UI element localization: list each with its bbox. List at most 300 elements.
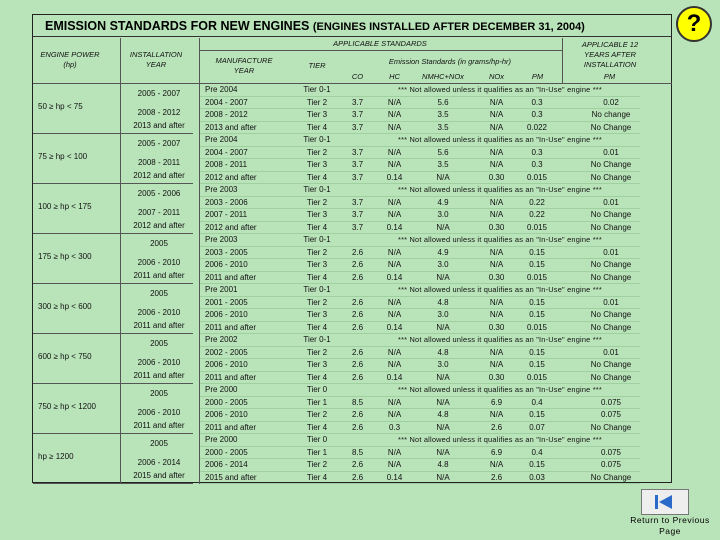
tier-label: Tier 1 (306, 447, 328, 457)
hc-value: N/A (387, 447, 402, 457)
manufacture-year: 2004 - 2007 (205, 97, 248, 107)
co-value: 2.6 (351, 472, 364, 482)
nox-value: 0.30 (488, 372, 505, 382)
row-divider (200, 121, 640, 122)
pm-value: 0.15 (529, 297, 545, 307)
row-divider (200, 133, 640, 134)
installation-year: 2011 and after (133, 421, 185, 430)
engine-power-label: 300 ≥ hp < 600 (38, 302, 92, 311)
nmhc-nox-value: 3.5 (437, 110, 449, 119)
nmhc-nox-value: N/A (436, 372, 450, 382)
nox-value: N/A (489, 260, 504, 269)
nmhc-nox-value: N/A (436, 322, 450, 332)
manufacture-year: Pre 2000 (205, 435, 238, 444)
manufacture-year: 2012 and after (205, 222, 257, 232)
not-allowed-note: *** Not allowed unless it qualifies as an "In-Use" engine *** (398, 385, 602, 394)
hc-value: 0.14 (386, 222, 403, 232)
pm-12yr-value: 0.075 (600, 397, 622, 407)
nmhc-nox-value: 5.6 (437, 97, 449, 107)
hc-value: 0.14 (386, 372, 403, 382)
manufacture-year: 2006 - 2010 (205, 360, 248, 369)
tier-label: Tier 2 (306, 460, 328, 469)
group-divider (33, 383, 193, 384)
tier-label: Tier 4 (306, 322, 328, 332)
hc-value: 0.3 (388, 422, 401, 432)
nmhc-nox-value: 4.9 (437, 247, 449, 257)
pm-12yr-value: No change (591, 110, 631, 119)
header-engine-power: ENGINE POWER (hp) (40, 50, 100, 69)
tier-label: Tier 0 (306, 435, 328, 444)
co-value: 3.7 (351, 160, 364, 169)
tier-label: Tier 0-1 (303, 235, 331, 244)
tier-label: Tier 2 (306, 247, 328, 257)
installation-year: 2005 - 2006 (137, 189, 181, 198)
hc-value: 0.14 (386, 172, 403, 182)
pm-value: 0.015 (526, 372, 548, 382)
installation-year: 2005 - 2007 (137, 139, 181, 148)
hc-value: N/A (387, 122, 402, 132)
co-value: 8.5 (351, 447, 364, 457)
title-subtitle: (ENGINES INSTALLED AFTER DECEMBER 31, 2004) (312, 21, 585, 33)
row-divider (200, 96, 640, 97)
installation-year: 2013 and after (133, 121, 185, 130)
tier-label: Tier 2 (306, 147, 328, 157)
nox-value: N/A (489, 247, 504, 257)
hc-value: N/A (387, 410, 402, 419)
engine-power-label: 75 ≥ hp < 100 (38, 152, 88, 161)
manufacture-year: 2000 - 2005 (205, 447, 248, 457)
co-value: 8.5 (351, 397, 364, 407)
pm-12yr-value: No Change (590, 422, 632, 432)
manufacture-year: Pre 2004 (205, 135, 238, 144)
co-value: 2.6 (351, 260, 364, 269)
nox-value: N/A (489, 110, 504, 119)
nmhc-nox-value: N/A (436, 172, 450, 182)
pm-value: 0.015 (526, 322, 548, 332)
installation-year: 2005 (150, 239, 168, 248)
hc-value: 0.14 (386, 322, 403, 332)
row-divider (200, 483, 640, 484)
header-pm-12yr: PM (603, 72, 616, 81)
tier-label: Tier 0-1 (303, 185, 331, 194)
manufacture-year: 2006 - 2010 (205, 410, 248, 419)
pm-12yr-value: No Change (590, 272, 632, 282)
row-divider (200, 296, 640, 297)
pm-value: 0.3 (531, 160, 543, 169)
hc-value: N/A (387, 360, 402, 369)
row-divider (200, 233, 640, 234)
row-divider (200, 408, 640, 409)
engine-power-label: 100 ≥ hp < 175 (38, 202, 92, 211)
row-divider (200, 183, 640, 184)
nmhc-nox-value: N/A (436, 397, 450, 407)
return-link[interactable]: Return to Previous Page (630, 515, 710, 536)
manufacture-year: 2006 - 2010 (205, 260, 248, 269)
header-tier: TIER (308, 61, 326, 70)
nox-value: N/A (489, 147, 504, 157)
help-button[interactable]: ? (676, 6, 712, 42)
pm-12yr-value: 0.075 (600, 447, 622, 457)
manufacture-year: 2000 - 2005 (205, 397, 248, 407)
hc-value: 0.14 (386, 472, 403, 482)
row-divider (200, 383, 640, 384)
header-applicable-12-years: APPLICABLE 12 YEARS AFTER INSTALLATION (581, 40, 639, 69)
nmhc-nox-value: 3.5 (437, 160, 449, 169)
tier-label: Tier 3 (306, 260, 328, 269)
hc-value: N/A (387, 397, 402, 407)
hc-value: N/A (387, 347, 402, 357)
nox-value: N/A (489, 197, 504, 207)
nox-value: 6.9 (490, 397, 503, 407)
pm-12yr-value: 0.02 (603, 97, 619, 107)
nox-value: N/A (489, 310, 504, 319)
manufacture-year: Pre 2003 (205, 185, 238, 194)
row-divider (200, 221, 640, 222)
row-divider (200, 396, 640, 397)
installation-year: 2006 - 2014 (137, 458, 181, 467)
manufacture-year: 2012 and after (205, 172, 257, 182)
co-value: 2.6 (351, 272, 364, 282)
pm-12yr-value: No Change (590, 372, 632, 382)
hc-value: N/A (387, 460, 402, 469)
not-allowed-note: *** Not allowed unless it qualifies as an "In-Use" engine *** (398, 85, 602, 94)
manufacture-year: 2011 and after (205, 422, 257, 432)
tier-label: Tier 0 (306, 385, 328, 394)
not-allowed-note: *** Not allowed unless it qualifies as an "In-Use" engine *** (398, 185, 602, 194)
pm-value: 0.15 (529, 347, 545, 357)
nox-value: 6.9 (490, 447, 503, 457)
co-value: 2.6 (351, 372, 364, 382)
installation-year: 2011 and after (133, 321, 185, 330)
pm-12yr-value: No Change (590, 360, 632, 369)
header-hc: HC (389, 72, 400, 81)
manufacture-year: 2011 and after (205, 372, 257, 382)
nmhc-nox-value: 4.8 (437, 297, 449, 307)
manufacture-year: Pre 2003 (205, 235, 238, 244)
not-allowed-note: *** Not allowed unless it qualifies as an "In-Use" engine *** (398, 235, 602, 244)
tier-label: Tier 4 (306, 422, 328, 432)
row-divider (200, 171, 640, 172)
header-emission-standards: Emission Standards (in grams/hp-hr) (388, 57, 512, 66)
row-divider (200, 258, 640, 259)
manufacture-year: 2003 - 2006 (205, 197, 248, 207)
group-divider (33, 183, 193, 184)
tier-label: Tier 4 (306, 272, 328, 282)
installation-year: 2005 (150, 439, 168, 448)
nox-value: N/A (489, 122, 504, 132)
nmhc-nox-value: 4.8 (437, 347, 449, 357)
hc-value: N/A (387, 310, 402, 319)
engine-power-label: 750 ≥ hp < 1200 (38, 402, 96, 411)
installation-year: 2011 and after (133, 371, 185, 380)
hc-value: N/A (387, 160, 402, 169)
pm-value: 0.15 (529, 360, 545, 369)
group-divider (33, 133, 193, 134)
tier-label: Tier 0-1 (303, 85, 331, 94)
hc-value: N/A (387, 147, 402, 157)
nmhc-nox-value: 4.8 (437, 460, 449, 469)
installation-year: 2006 - 2010 (137, 308, 181, 317)
nox-value: 0.30 (488, 222, 505, 232)
co-value: 2.6 (351, 310, 364, 319)
manufacture-year: 2011 and after (205, 272, 257, 282)
row-divider (200, 283, 640, 284)
pm-value: 0.22 (529, 210, 545, 219)
pm-12yr-value: No Change (590, 222, 632, 232)
co-value: 2.6 (351, 360, 364, 369)
pm-12yr-value: No Change (590, 160, 632, 169)
installation-year: 2007 - 2011 (137, 208, 181, 217)
pm-value: 0.3 (531, 97, 543, 107)
nox-value: 0.30 (488, 322, 505, 332)
pm-value: 0.15 (529, 460, 545, 469)
pm-12yr-value: No Change (590, 310, 632, 319)
nmhc-nox-value: 3.0 (437, 260, 449, 269)
group-divider (33, 333, 193, 334)
engine-power-label: 50 ≥ hp < 75 (38, 102, 83, 111)
nox-value: N/A (489, 97, 504, 107)
pm-value: 0.4 (531, 447, 543, 457)
tier-label: Tier 3 (306, 110, 328, 119)
row-divider (200, 333, 640, 334)
not-allowed-note: *** Not allowed unless it qualifies as an "In-Use" engine *** (398, 285, 602, 294)
tier-label: Tier 1 (306, 397, 328, 407)
header-co: CO (351, 72, 364, 81)
pm-12yr-value: No Change (590, 172, 632, 182)
pm-12yr-value: 0.075 (600, 460, 622, 469)
tier-label: Tier 4 (306, 472, 328, 482)
header-divider (199, 50, 562, 51)
manufacture-year: Pre 2002 (205, 335, 238, 344)
pm-value: 0.4 (531, 397, 543, 407)
manufacture-year: 2011 and after (205, 322, 257, 332)
header-installation-year: INSTALLATION YEAR (129, 50, 183, 69)
column-divider (120, 38, 121, 484)
tier-label: Tier 2 (306, 97, 328, 107)
pm-12yr-value: 0.075 (600, 410, 622, 419)
tier-label: Tier 2 (306, 347, 328, 357)
column-divider (199, 38, 200, 484)
manufacture-year: Pre 2001 (205, 285, 238, 294)
installation-year: 2006 - 2010 (137, 258, 181, 267)
manufacture-year: 2003 - 2005 (205, 247, 248, 257)
tier-label: Tier 2 (306, 410, 328, 419)
pm-value: 0.15 (529, 410, 545, 419)
pm-value: 0.22 (529, 197, 545, 207)
row-divider (200, 371, 640, 372)
co-value: 3.7 (351, 110, 364, 119)
pm-value: 0.03 (529, 472, 545, 482)
co-value: 2.6 (351, 422, 364, 432)
pm-12yr-value: 0.01 (603, 247, 619, 257)
pm-12yr-value: No Change (590, 322, 632, 332)
pm-value: 0.015 (526, 222, 548, 232)
installation-year: 2005 (150, 289, 168, 298)
pm-12yr-value: 0.01 (603, 197, 619, 207)
group-divider (33, 283, 193, 284)
row-divider (200, 446, 640, 447)
nox-value: 0.30 (488, 172, 505, 182)
header-nox: NOx (489, 72, 504, 81)
co-value: 3.7 (351, 210, 364, 219)
manufacture-year: 2008 - 2011 (205, 160, 248, 169)
not-allowed-note: *** Not allowed unless it qualifies as an "In-Use" engine *** (398, 435, 602, 444)
nox-value: 2.6 (490, 422, 503, 432)
title-main: EMISSION STANDARDS FOR NEW ENGINES (45, 19, 310, 33)
nox-value: N/A (489, 360, 504, 369)
manufacture-year: 2001 - 2005 (205, 297, 248, 307)
pm-12yr-value: 0.01 (603, 147, 619, 157)
installation-year: 2008 - 2011 (137, 158, 181, 167)
hc-value: N/A (387, 197, 402, 207)
not-allowed-note: *** Not allowed unless it qualifies as an "In-Use" engine *** (398, 335, 602, 344)
engine-power-label: 600 ≥ hp < 750 (38, 352, 92, 361)
tier-label: Tier 4 (306, 222, 328, 232)
header-pm: PM (531, 72, 544, 81)
tier-label: Tier 2 (306, 197, 328, 207)
group-divider (33, 483, 193, 484)
tier-label: Tier 3 (306, 210, 328, 219)
row-divider (200, 421, 640, 422)
group-divider (33, 433, 193, 434)
nmhc-nox-value: N/A (436, 272, 450, 282)
engine-power-label: 175 ≥ hp < 300 (38, 252, 92, 261)
pm-value: 0.015 (526, 172, 548, 182)
row-divider (200, 471, 640, 472)
installation-year: 2005 (150, 339, 168, 348)
hc-value: N/A (387, 247, 402, 257)
nmhc-nox-value: N/A (436, 422, 450, 432)
row-divider (200, 146, 640, 147)
page-title (33, 15, 671, 37)
manufacture-year: 2004 - 2007 (205, 147, 248, 157)
co-value: 3.7 (351, 97, 364, 107)
tier-label: Tier 0-1 (303, 335, 331, 344)
installation-year: 2006 - 2010 (137, 408, 181, 417)
manufacture-year: 2007 - 2011 (205, 210, 248, 219)
tier-label: Tier 4 (306, 122, 328, 132)
manufacture-year: 2013 and after (205, 122, 257, 132)
installation-year: 2005 (150, 389, 168, 398)
installation-year: 2012 and after (133, 171, 185, 180)
pm-value: 0.15 (529, 310, 545, 319)
hc-value: N/A (387, 97, 402, 107)
co-value: 2.6 (351, 347, 364, 357)
tier-label: Tier 3 (306, 160, 328, 169)
co-value: 2.6 (351, 297, 364, 307)
tier-label: Tier 2 (306, 297, 328, 307)
manufacture-year: 2015 and after (205, 472, 257, 482)
row-divider (200, 246, 640, 247)
header-manufacture-year: MANUFACTURE YEAR (215, 56, 273, 75)
nox-value: 0.30 (488, 272, 505, 282)
pm-12yr-value: 0.01 (603, 347, 619, 357)
row-divider (200, 196, 640, 197)
co-value: 3.7 (351, 147, 364, 157)
nox-value: N/A (489, 347, 504, 357)
pm-12yr-value: 0.01 (603, 297, 619, 307)
row-divider (200, 108, 640, 109)
row-divider (200, 433, 640, 434)
manufacture-year: 2006 - 2014 (205, 460, 248, 469)
nox-value: N/A (489, 297, 504, 307)
tier-label: Tier 3 (306, 360, 328, 369)
row-divider (200, 346, 640, 347)
co-value: 2.6 (351, 410, 364, 419)
pm-value: 0.015 (526, 272, 548, 282)
header-bottom-line (33, 83, 672, 84)
co-value: 3.7 (351, 222, 364, 232)
nmhc-nox-value: 4.8 (437, 410, 449, 419)
nox-value: N/A (489, 460, 504, 469)
row-divider (200, 321, 640, 322)
nmhc-nox-value: 3.5 (437, 122, 449, 132)
co-value: 3.7 (351, 122, 364, 132)
row-divider (200, 158, 640, 159)
nmhc-nox-value: 3.0 (437, 210, 449, 219)
engine-power-label: hp ≥ 1200 (38, 452, 74, 461)
installation-year: 2012 and after (133, 221, 185, 230)
column-divider (562, 38, 563, 83)
nox-value: N/A (489, 410, 504, 419)
hc-value: N/A (387, 210, 402, 219)
skip-back-icon (642, 490, 688, 514)
pm-12yr-value: No Change (590, 472, 632, 482)
hc-value: N/A (387, 297, 402, 307)
nmhc-nox-value: 3.0 (437, 360, 449, 369)
pm-value: 0.15 (529, 260, 545, 269)
manufacture-year: 2002 - 2005 (205, 347, 248, 357)
installation-year: 2008 - 2012 (137, 108, 181, 117)
pm-value: 0.3 (531, 147, 543, 157)
not-allowed-note: *** Not allowed unless it qualifies as an "In-Use" engine *** (398, 135, 602, 144)
row-divider (200, 358, 640, 359)
co-value: 3.7 (351, 197, 364, 207)
header-applicable-standards: APPLICABLE STANDARDS (333, 39, 427, 48)
manufacture-year: Pre 2004 (205, 85, 238, 94)
row-divider (200, 308, 640, 309)
nmhc-nox-value: 4.9 (437, 197, 449, 207)
nmhc-nox-value: N/A (436, 222, 450, 232)
row-divider (200, 271, 640, 272)
installation-year: 2011 and after (133, 271, 185, 280)
return-button[interactable] (641, 489, 689, 515)
tier-label: Tier 0-1 (303, 135, 331, 144)
group-divider (33, 233, 193, 234)
tier-label: Tier 0-1 (303, 285, 331, 294)
hc-value: 0.14 (386, 272, 403, 282)
hc-value: N/A (387, 110, 402, 119)
tier-label: Tier 4 (306, 372, 328, 382)
tier-label: Tier 3 (306, 310, 328, 319)
co-value: 2.6 (351, 322, 364, 332)
installation-year: 2005 - 2007 (137, 89, 181, 98)
nmhc-nox-value: N/A (436, 447, 450, 457)
installation-year: 2006 - 2010 (137, 358, 181, 367)
row-divider (200, 458, 640, 459)
hc-value: N/A (387, 260, 402, 269)
header-nmhc-nox: NMHC+NOx (422, 72, 464, 81)
manufacture-year: Pre 2000 (205, 385, 238, 394)
nox-value: 2.6 (490, 472, 503, 482)
tier-label: Tier 4 (306, 172, 328, 182)
pm-value: 0.15 (529, 247, 545, 257)
pm-value: 0.3 (531, 110, 543, 119)
manufacture-year: 2006 - 2010 (205, 310, 248, 319)
pm-12yr-value: No Change (590, 122, 632, 132)
nmhc-nox-value: N/A (436, 472, 450, 482)
co-value: 2.6 (351, 460, 364, 469)
